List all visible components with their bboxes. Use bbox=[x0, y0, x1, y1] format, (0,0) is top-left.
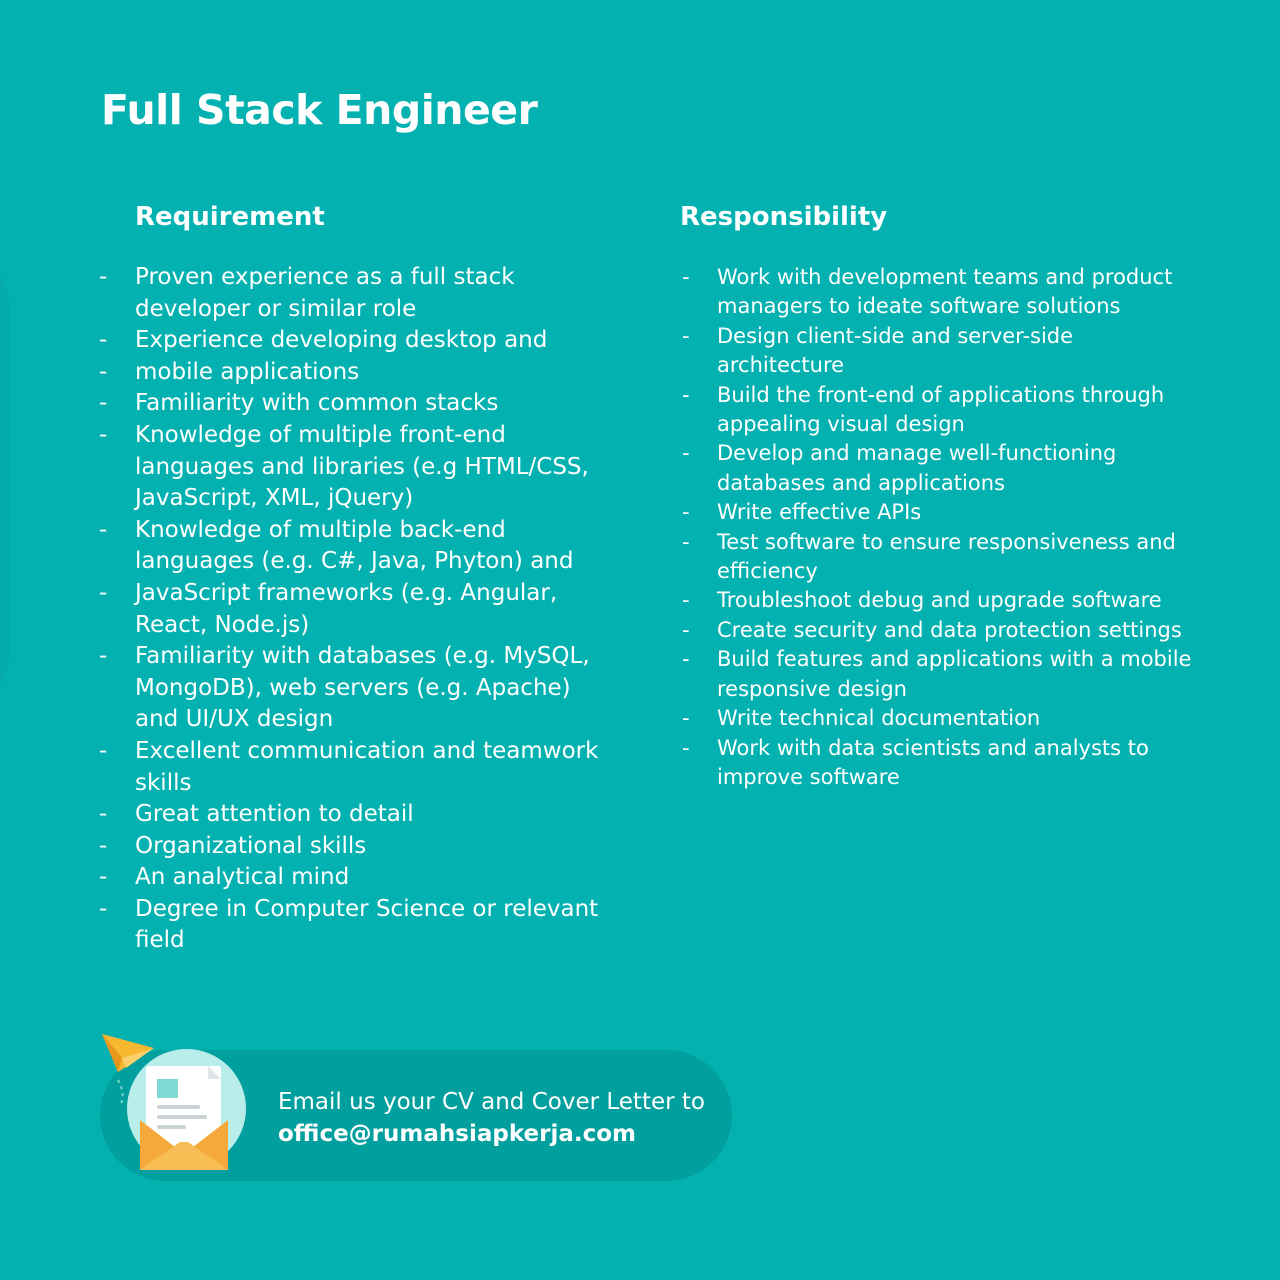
bullet-dash: - bbox=[682, 323, 690, 348]
responsibility-item-text: Build features and applications with a mobile responsive design bbox=[717, 647, 1192, 701]
responsibility-item-text: Write effective APIs bbox=[717, 500, 922, 525]
cta-line: Email us your CV and Cover Letter to bbox=[278, 1089, 705, 1115]
requirement-item-text: JavaScript frameworks (e.g. Angular, React, Node.js) bbox=[135, 579, 558, 638]
requirement-item-text: Knowledge of multiple back-end languages (e.g. C#, Java, Phyton) and bbox=[135, 516, 574, 575]
responsibility-list bbox=[682, 263, 1202, 792]
page-title: Full Stack Engineer bbox=[101, 86, 538, 134]
responsibility-item-text: Build the front-end of applications through appealing visual design bbox=[717, 382, 1165, 437]
requirement-item-text: Degree in Computer Science or relevant field bbox=[135, 895, 599, 954]
requirement-item bbox=[99, 578, 619, 641]
responsibility-item bbox=[682, 439, 1202, 498]
bullet-dash: - bbox=[99, 801, 108, 828]
bullet-dash: - bbox=[99, 643, 108, 670]
requirement-item-text: Familiarity with common stacks bbox=[135, 390, 499, 417]
bullet-dash: - bbox=[99, 264, 108, 290]
requirement-item-text: Proven experience as a full stack developer or similar role bbox=[135, 264, 515, 322]
bullet-dash: - bbox=[99, 737, 108, 764]
responsibility-item bbox=[682, 498, 1202, 527]
bullet-dash: - bbox=[682, 735, 690, 760]
requirement-item bbox=[99, 388, 619, 420]
requirement-item bbox=[99, 736, 619, 799]
responsibility-item bbox=[682, 704, 1202, 733]
requirement-list bbox=[99, 262, 619, 957]
requirement-item bbox=[99, 641, 619, 736]
bullet-dash: - bbox=[99, 864, 108, 891]
requirement-item bbox=[99, 325, 619, 357]
bullet-dash: - bbox=[682, 588, 690, 613]
responsibility-item-text: Troubleshoot debug and upgrade software bbox=[717, 588, 1162, 613]
decorative-edge-arc bbox=[0, 240, 10, 720]
envelope-with-document-icon bbox=[96, 1028, 246, 1178]
bullet-dash: - bbox=[99, 421, 108, 448]
requirement-item bbox=[99, 420, 619, 515]
responsibility-item-text: Write technical documentation bbox=[717, 706, 1041, 731]
responsibility-item-text: Work with development teams and product managers to ideate software solutions bbox=[717, 265, 1173, 319]
responsibility-item-text: Work with data scientists and analysts to improve software bbox=[717, 735, 1149, 789]
requirement-heading: Requirement bbox=[135, 202, 325, 232]
bullet-dash: - bbox=[99, 895, 108, 922]
bullet-dash: - bbox=[682, 647, 690, 672]
email-link[interactable]: office@rumahsiapkerja.com bbox=[278, 1121, 636, 1147]
requirement-item bbox=[99, 262, 619, 325]
requirement-item bbox=[99, 799, 619, 831]
responsibility-item bbox=[682, 616, 1202, 645]
requirement-item-text: Organizational skills bbox=[135, 832, 367, 859]
responsibility-item-text: Create security and data protection settings bbox=[717, 617, 1182, 642]
requirement-item-text: An analytical mind bbox=[135, 864, 350, 891]
bullet-dash: - bbox=[99, 327, 108, 354]
responsibility-item bbox=[682, 645, 1202, 704]
requirement-item-text: mobile applications bbox=[135, 358, 360, 385]
requirement-item bbox=[99, 862, 619, 894]
requirement-item bbox=[99, 894, 619, 957]
cta-message bbox=[278, 1086, 705, 1150]
bullet-dash: - bbox=[682, 382, 690, 407]
responsibility-heading: Responsibility bbox=[680, 202, 888, 232]
responsibility-item bbox=[682, 263, 1202, 322]
requirement-item-text: Great attention to detail bbox=[135, 801, 414, 828]
requirement-item bbox=[99, 515, 619, 578]
requirement-item bbox=[99, 357, 619, 389]
responsibility-item bbox=[682, 734, 1202, 793]
requirement-item-text: Excellent communication and teamwork skills bbox=[135, 737, 599, 796]
requirement-item-text: Experience developing desktop and bbox=[135, 327, 548, 354]
responsibility-item bbox=[682, 381, 1202, 440]
bullet-dash: - bbox=[682, 500, 690, 525]
responsibility-item-text: Test software to ensure responsiveness and efficiency bbox=[717, 529, 1176, 584]
bullet-dash: - bbox=[682, 441, 690, 466]
bullet-dash: - bbox=[682, 265, 690, 289]
requirement-item bbox=[99, 831, 619, 863]
responsibility-item-text: Design client-side and server-side architecture bbox=[717, 323, 1074, 378]
bullet-dash: - bbox=[682, 617, 690, 642]
bullet-dash: - bbox=[99, 579, 108, 606]
responsibility-item bbox=[682, 528, 1202, 587]
bullet-dash: - bbox=[99, 390, 108, 417]
requirement-item-text: Familiarity with databases (e.g. MySQL, MongoDB), web servers (e.g. Apache) and UI/UX design bbox=[135, 643, 590, 733]
bullet-dash: - bbox=[682, 706, 690, 731]
bullet-dash: - bbox=[99, 358, 108, 385]
responsibility-item-text: Develop and manage well-functioning databases and applications bbox=[717, 441, 1117, 495]
responsibility-item bbox=[682, 322, 1202, 381]
responsibility-item bbox=[682, 586, 1202, 615]
bullet-dash: - bbox=[99, 516, 108, 543]
bullet-dash: - bbox=[99, 832, 108, 859]
requirement-item-text: Knowledge of multiple front-end languages and libraries (e.g HTML/CSS, JavaScript, XML, jQuery) bbox=[135, 421, 589, 512]
bullet-dash: - bbox=[682, 529, 690, 554]
